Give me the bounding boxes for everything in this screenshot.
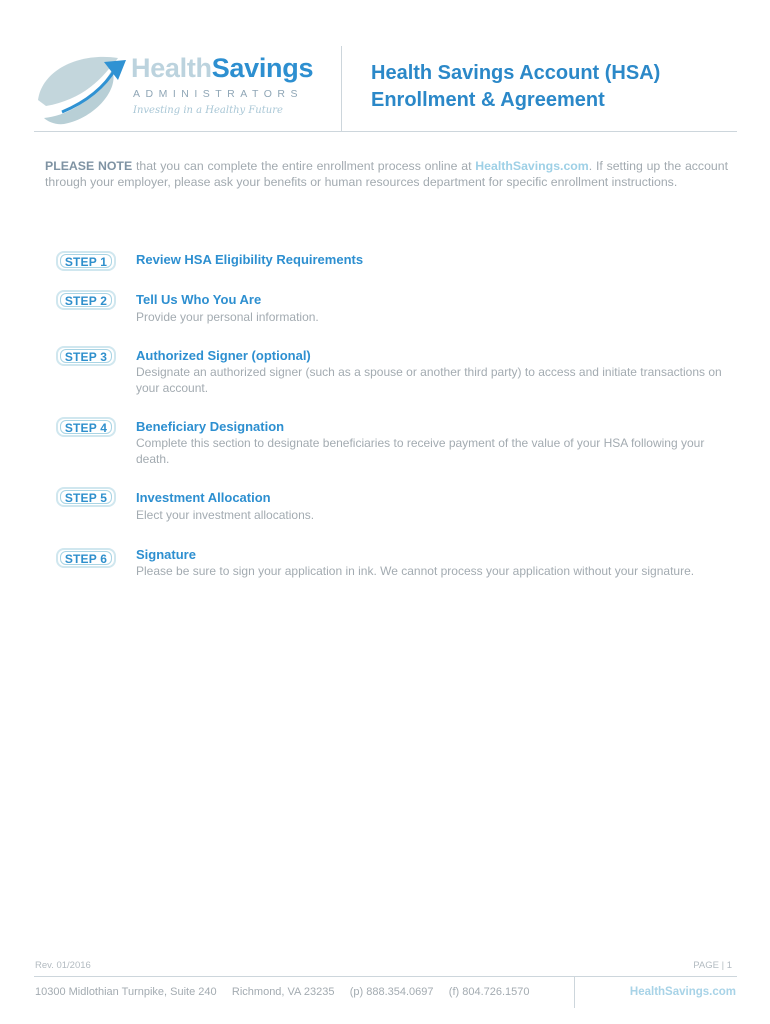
step-badge <box>56 487 116 507</box>
page-number: PAGE | 1 <box>693 960 732 971</box>
step-badge-label: STEP 4 <box>64 421 108 435</box>
step-title: Beneficiary Designation <box>136 419 285 434</box>
company-logo <box>34 48 334 126</box>
step-badge <box>56 251 116 271</box>
step-badge <box>56 290 116 310</box>
leaf-arrow-logo-icon <box>34 48 129 126</box>
header-rule <box>34 131 737 132</box>
step-badge-label: STEP 1 <box>64 255 108 269</box>
footer-address: 10300 Midlothian Turnpike, Suite 240 <box>35 986 217 998</box>
step-badge-label: STEP 3 <box>64 350 108 364</box>
please-note-paragraph <box>45 158 728 190</box>
document-title-line-2: Enrollment & Agreement <box>371 89 605 111</box>
please-note-text-after: . If setting up the account through your employer, please ask your benefits or human resources department for specific enrollment instructions. <box>45 159 729 189</box>
brand-name-health: Health <box>131 53 212 83</box>
website-link[interactable]: HealthSavings.com <box>475 159 589 173</box>
brand-tagline: Investing in a Healthy Future <box>133 105 283 116</box>
step-title: Tell Us Who You Are <box>136 292 262 307</box>
step-badge-label: STEP 2 <box>64 294 108 308</box>
brand-subtitle: ADMINISTRATORS <box>133 88 303 100</box>
step-badge <box>56 346 116 366</box>
step-badge-label: STEP 6 <box>64 552 108 566</box>
step-description: Complete this section to designate beneficiaries to receive payment of the value of your HSA following your death. <box>136 436 705 466</box>
step-title: Signature <box>136 547 196 562</box>
step-description: Designate an authorized signer (such as a spouse or another third party) to access and initiate transactions on your account. <box>136 365 722 395</box>
step-title: Investment Allocation <box>136 490 271 505</box>
brand-name-savings: Savings <box>211 53 314 83</box>
step-title: Review HSA Eligibility Requirements <box>136 252 364 267</box>
please-note-label: PLEASE NOTE <box>45 159 133 173</box>
revision-label: Rev. 01/2016 <box>35 960 91 971</box>
please-note-text-before: that you can complete the entire enrollment process online at <box>132 159 476 173</box>
footer-vertical-divider <box>574 976 575 1008</box>
step-description: Please be sure to sign your application in ink. We cannot process your application without your signature. <box>136 564 695 578</box>
footer-website-link[interactable]: HealthSavings.com <box>629 986 736 998</box>
step-description: Elect your investment allocations. <box>136 508 315 522</box>
document-title-line-1: Health Savings Account (HSA) <box>371 62 661 84</box>
footer-city: Richmond, VA 23235 <box>231 986 335 998</box>
footer-rule <box>34 976 737 977</box>
footer-contact-info <box>35 986 530 998</box>
footer-phone: (p) 888.354.0697 <box>349 986 434 998</box>
step-badge-label: STEP 5 <box>64 491 108 505</box>
step-title: Authorized Signer (optional) <box>136 348 311 363</box>
header-vertical-divider <box>341 46 342 132</box>
step-badge <box>56 548 116 568</box>
brand-name <box>131 53 313 84</box>
footer-fax: (f) 804.726.1570 <box>448 986 530 998</box>
document-title <box>371 60 660 114</box>
step-description: Provide your personal information. <box>136 310 319 324</box>
step-badge <box>56 417 116 437</box>
